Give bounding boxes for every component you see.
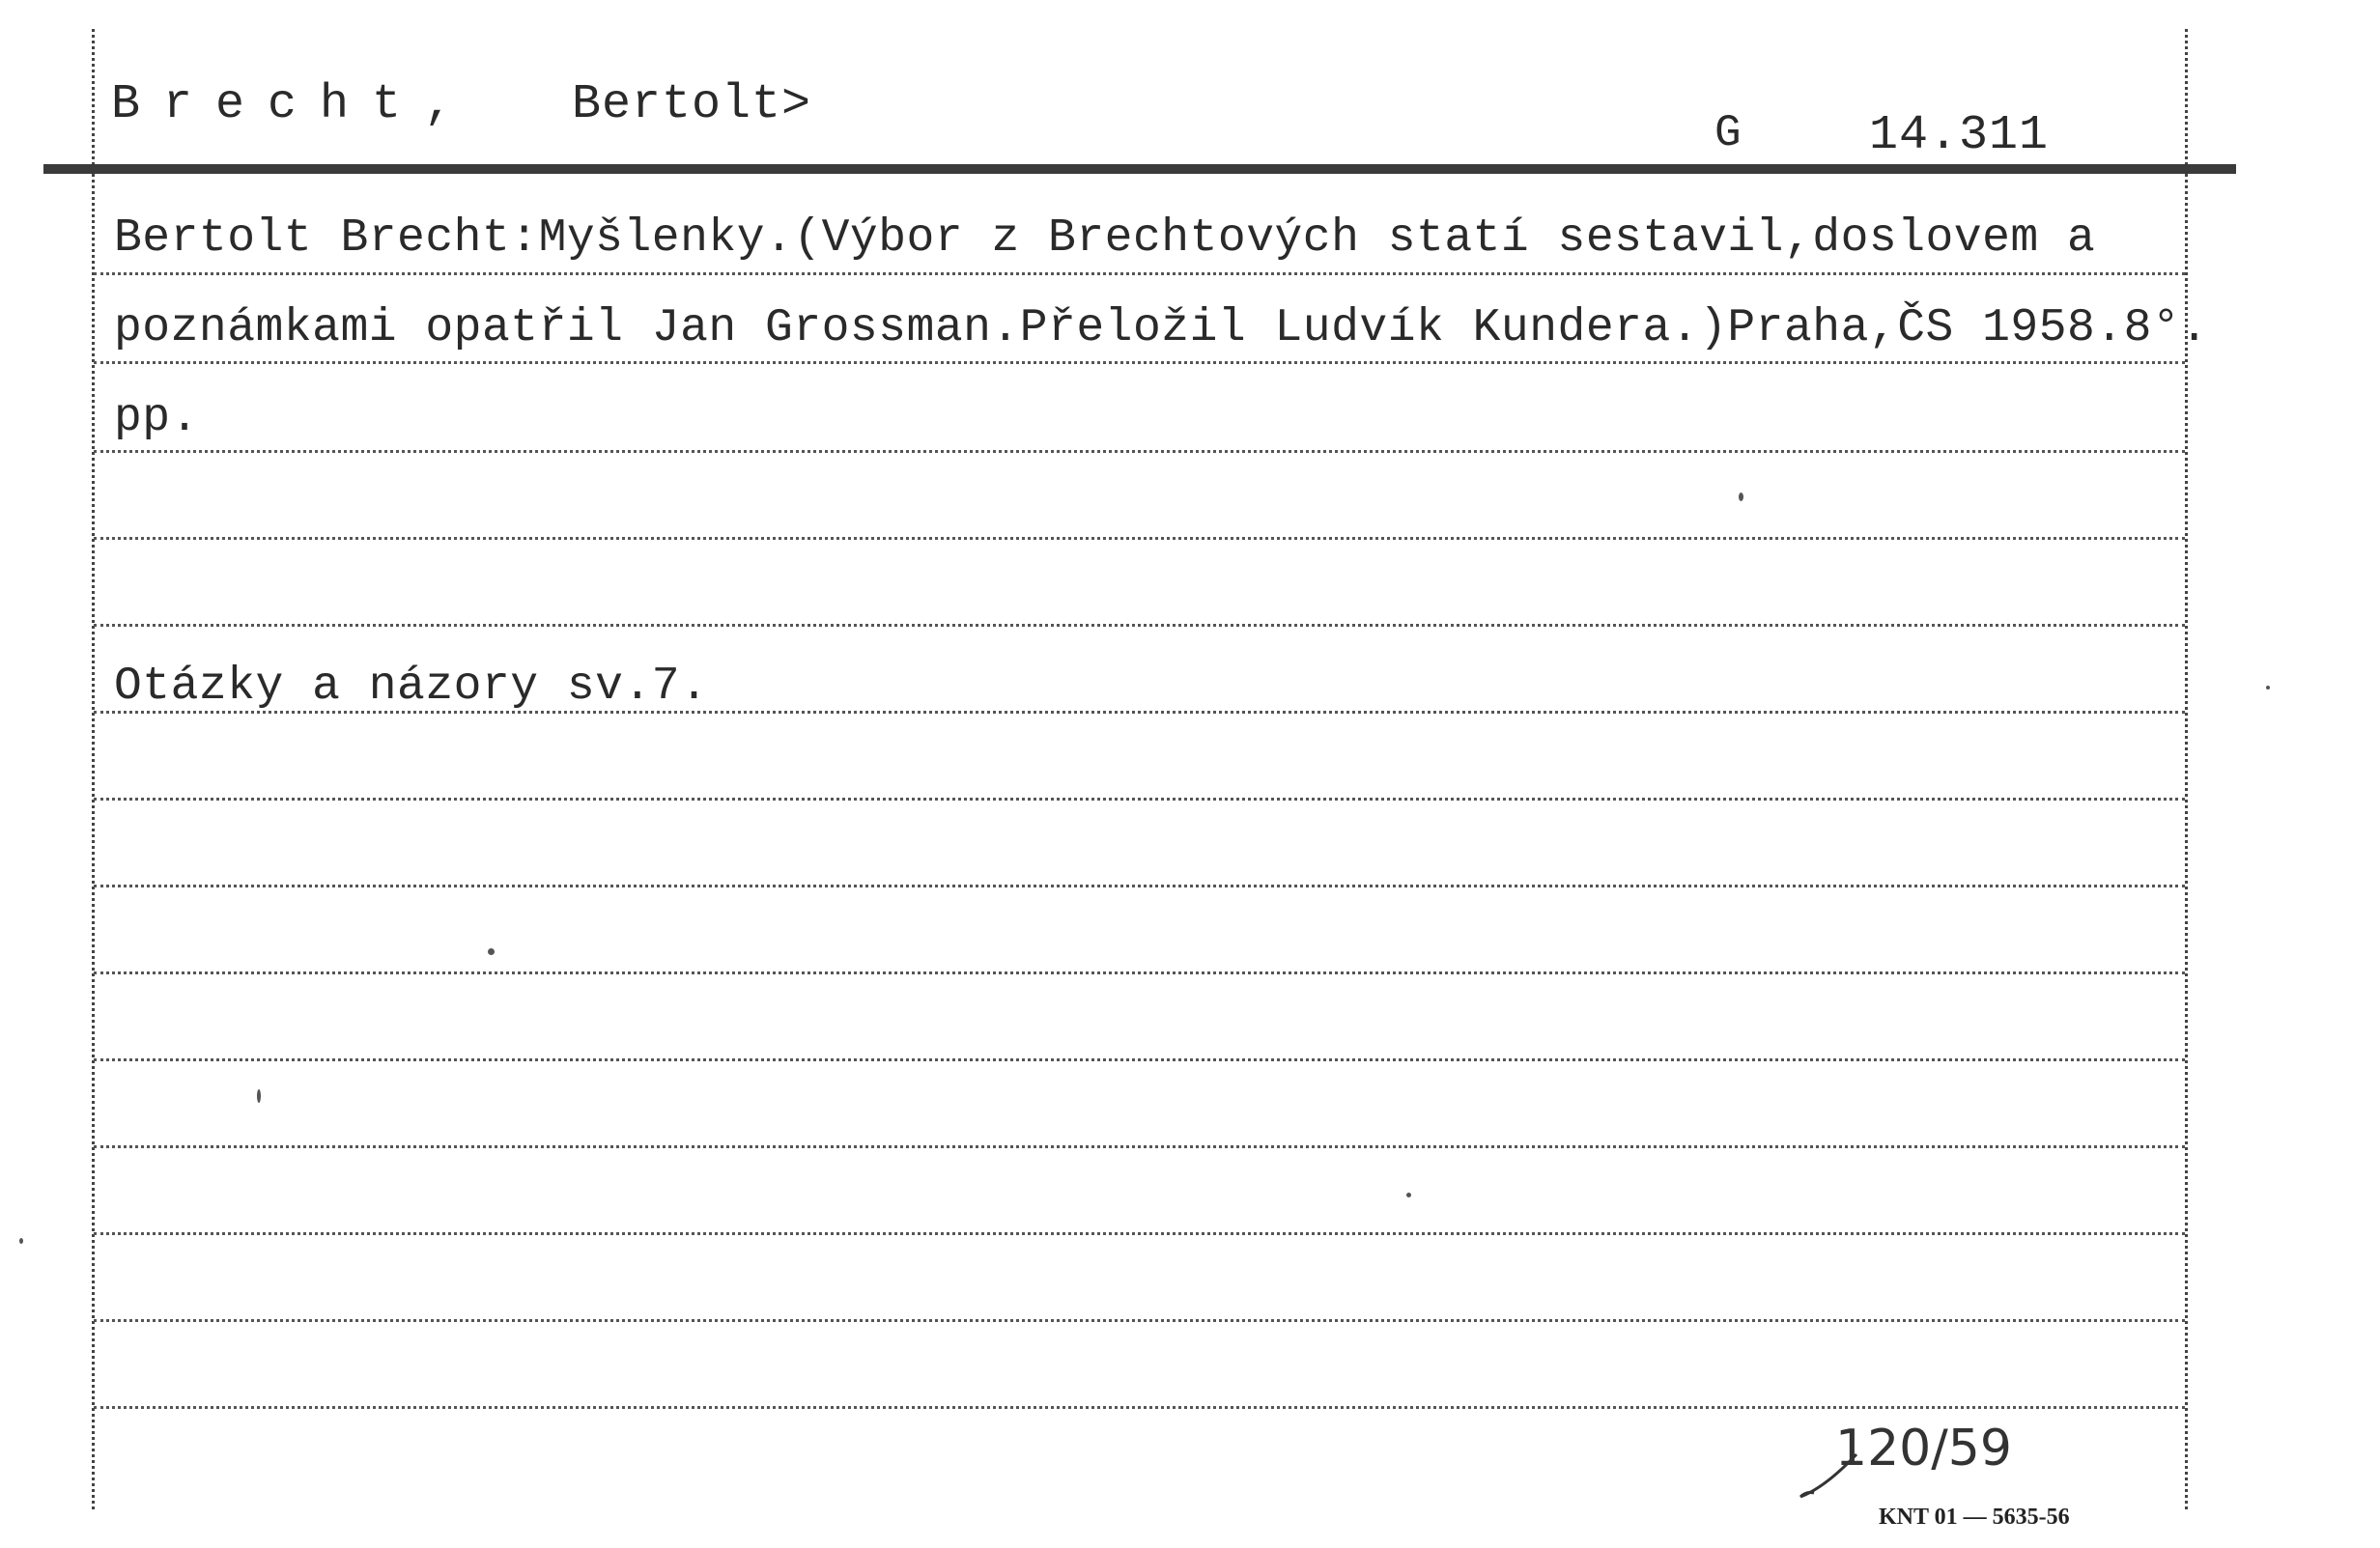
heading-rule (43, 164, 2236, 174)
ruled-line (94, 1319, 2185, 1322)
ruled-line (94, 272, 2185, 275)
ruled-line (94, 1232, 2185, 1235)
ruled-line (94, 624, 2185, 627)
shelf-mark-number: 14.311 (1869, 108, 2050, 163)
entry-line-2: poznámkami opatřil Jan Grossman.Přeložil Ludvík Kundera.)Praha,ČS 1958.8°. (114, 302, 2209, 354)
author-given-name: Bertolt> (572, 77, 812, 132)
speck (19, 1238, 23, 1244)
entry-line-1: Bertolt Brecht:Myšlenky.(Výbor z Brechtových statí sestavil,doslovem a (114, 212, 2096, 265)
speck (1739, 493, 1743, 501)
left-border (92, 29, 95, 1509)
shelf-mark-prefix: G (1714, 108, 1742, 158)
ruled-line (94, 798, 2185, 801)
speck (2266, 686, 2270, 690)
series-note: Otázky a názory sv.7. (114, 661, 709, 713)
ruled-line (94, 1145, 2185, 1148)
ruled-line (94, 1406, 2185, 1409)
ruled-line (94, 361, 2185, 364)
author-surname: Brecht, (111, 77, 477, 132)
ruled-line (94, 450, 2185, 453)
speck (257, 1089, 261, 1103)
speck (488, 948, 495, 955)
form-code: KNT 01 — 5635-56 (1879, 1505, 2070, 1530)
accession-number: 120/59 (1835, 1420, 2012, 1478)
speck (1406, 1193, 1411, 1197)
ruled-line (94, 537, 2185, 540)
ruled-line (94, 885, 2185, 887)
right-border (2185, 29, 2188, 1509)
ruled-line (94, 971, 2185, 974)
ruled-line (94, 1058, 2185, 1061)
entry-line-3: pp. (114, 392, 199, 444)
